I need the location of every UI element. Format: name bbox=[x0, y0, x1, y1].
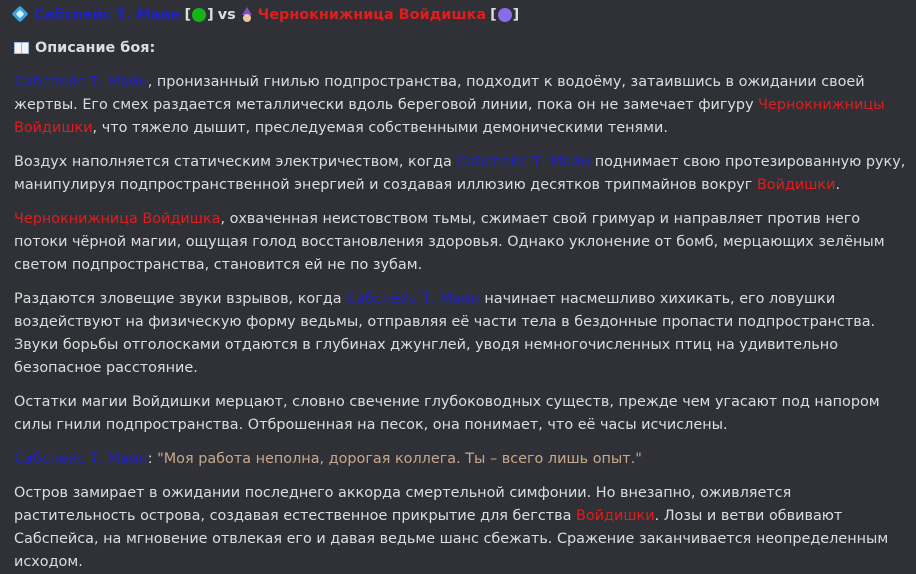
paragraph-1 bbox=[14, 71, 906, 140]
enemy-name-mention: Войдишки bbox=[756, 177, 836, 193]
paragraph-text: . Лозы и ветви обвивают Сабспейса, на мгновение отвлекая его и давая ведьме шанс сбежать. Сражение заканчивается неопределенным исходом. bbox=[14, 508, 889, 570]
colon: : bbox=[147, 451, 158, 467]
paragraph-6 bbox=[14, 448, 906, 471]
paragraph-text: поднимает свою протезированную руку, манипулируя подпространственной энергией и создавая иллюзию десятков трипмайнов вокруг bbox=[14, 154, 906, 193]
paragraph-3 bbox=[14, 208, 906, 277]
paragraph-text: начинает насмешливо хихикать, его ловушки воздействуют на физическую форму ведьмы, отправляя её части тела в бездонные пропасти подпространства. Звуки борьбы отголосками отдаются в глубинах джунглей, уводя немногочисленных птиц на удивительно безопасное расстояние. bbox=[14, 291, 876, 376]
bracket-close: ] bbox=[207, 6, 214, 23]
battle-title bbox=[14, 4, 906, 26]
player-name-mention: Сабспейс Т. Майн bbox=[346, 291, 480, 307]
paragraph-2 bbox=[14, 151, 906, 197]
paragraph-text: , что тяжело дышит, преследуемая собственными демоническими тенями. bbox=[92, 120, 668, 136]
bracket-open: [ bbox=[184, 6, 192, 23]
enemy-name-mention: Чернокнижницы Войдишки bbox=[14, 97, 885, 136]
player-name-mention: Сабспейс Т. Майн bbox=[14, 451, 148, 467]
paragraph-7 bbox=[14, 482, 906, 574]
paragraph-text: , пронизанный гнилью подпространства, подходит к водоёму, затаившись в ожидании своей жертвы. Его смех раздается металлически вдоль береговой линии, пока он не замечает фигуру bbox=[14, 74, 865, 113]
book-icon bbox=[14, 42, 29, 54]
player-name-mention: Сабспейс Т. Майн bbox=[456, 154, 591, 170]
player-name-mention: Сабспейс Т. Майн bbox=[14, 74, 148, 90]
paragraph-text: Раздаются зловещие звуки взрывов, когда bbox=[14, 291, 347, 307]
player-name: Сабспейс Т. Майн bbox=[34, 6, 181, 23]
vs-label: vs bbox=[217, 6, 236, 23]
bracket-close: ] bbox=[512, 6, 520, 23]
quote-text: "Моя работа неполна, дорогая коллега. Ты – всего лишь опыт." bbox=[157, 451, 642, 467]
paragraph-5 bbox=[14, 391, 906, 437]
paragraph-4 bbox=[14, 288, 906, 380]
paragraph-text: , охваченная неистовством тьмы, сжимает свой гримуар и направляет против него потоки чёрной магии, ощущая голод восстановления здоровья. Однако уклонение от бомб, мерцающих зелёным светом подпространства, становится ей не по зубам. bbox=[14, 211, 885, 273]
paragraph-text: Остатки магии Войдишки мерцают, словно свечение глубоководных существ, прежде чем угасают под напором силы гнили подпространства. Отброшенная на песок, она понимает, что её часы исчислены. bbox=[14, 394, 880, 433]
diamond-icon bbox=[12, 6, 29, 23]
heading-text: Описание боя: bbox=[35, 39, 156, 56]
paragraph-text: Остров замирает в ожидании последнего аккорда смертельной симфонии. Но внезапно, оживляется растительность острова, создавая естественное прикрытие для бегства bbox=[14, 485, 792, 524]
enemy-name-mention: Войдишки bbox=[576, 508, 655, 524]
mage-icon bbox=[240, 7, 254, 23]
battle-description-heading bbox=[14, 37, 906, 59]
green-circle-icon bbox=[192, 8, 206, 22]
paragraph-text: Воздух наполняется статическим электричеством, когда bbox=[14, 154, 457, 170]
enemy-name: Чернокнижница Войдишка bbox=[257, 6, 487, 23]
bracket-open: [ bbox=[490, 6, 497, 23]
enemy-name-mention: Чернокнижница Войдишка bbox=[14, 211, 221, 227]
paragraph-text: . bbox=[835, 177, 841, 193]
purple-circle-icon bbox=[498, 8, 512, 22]
